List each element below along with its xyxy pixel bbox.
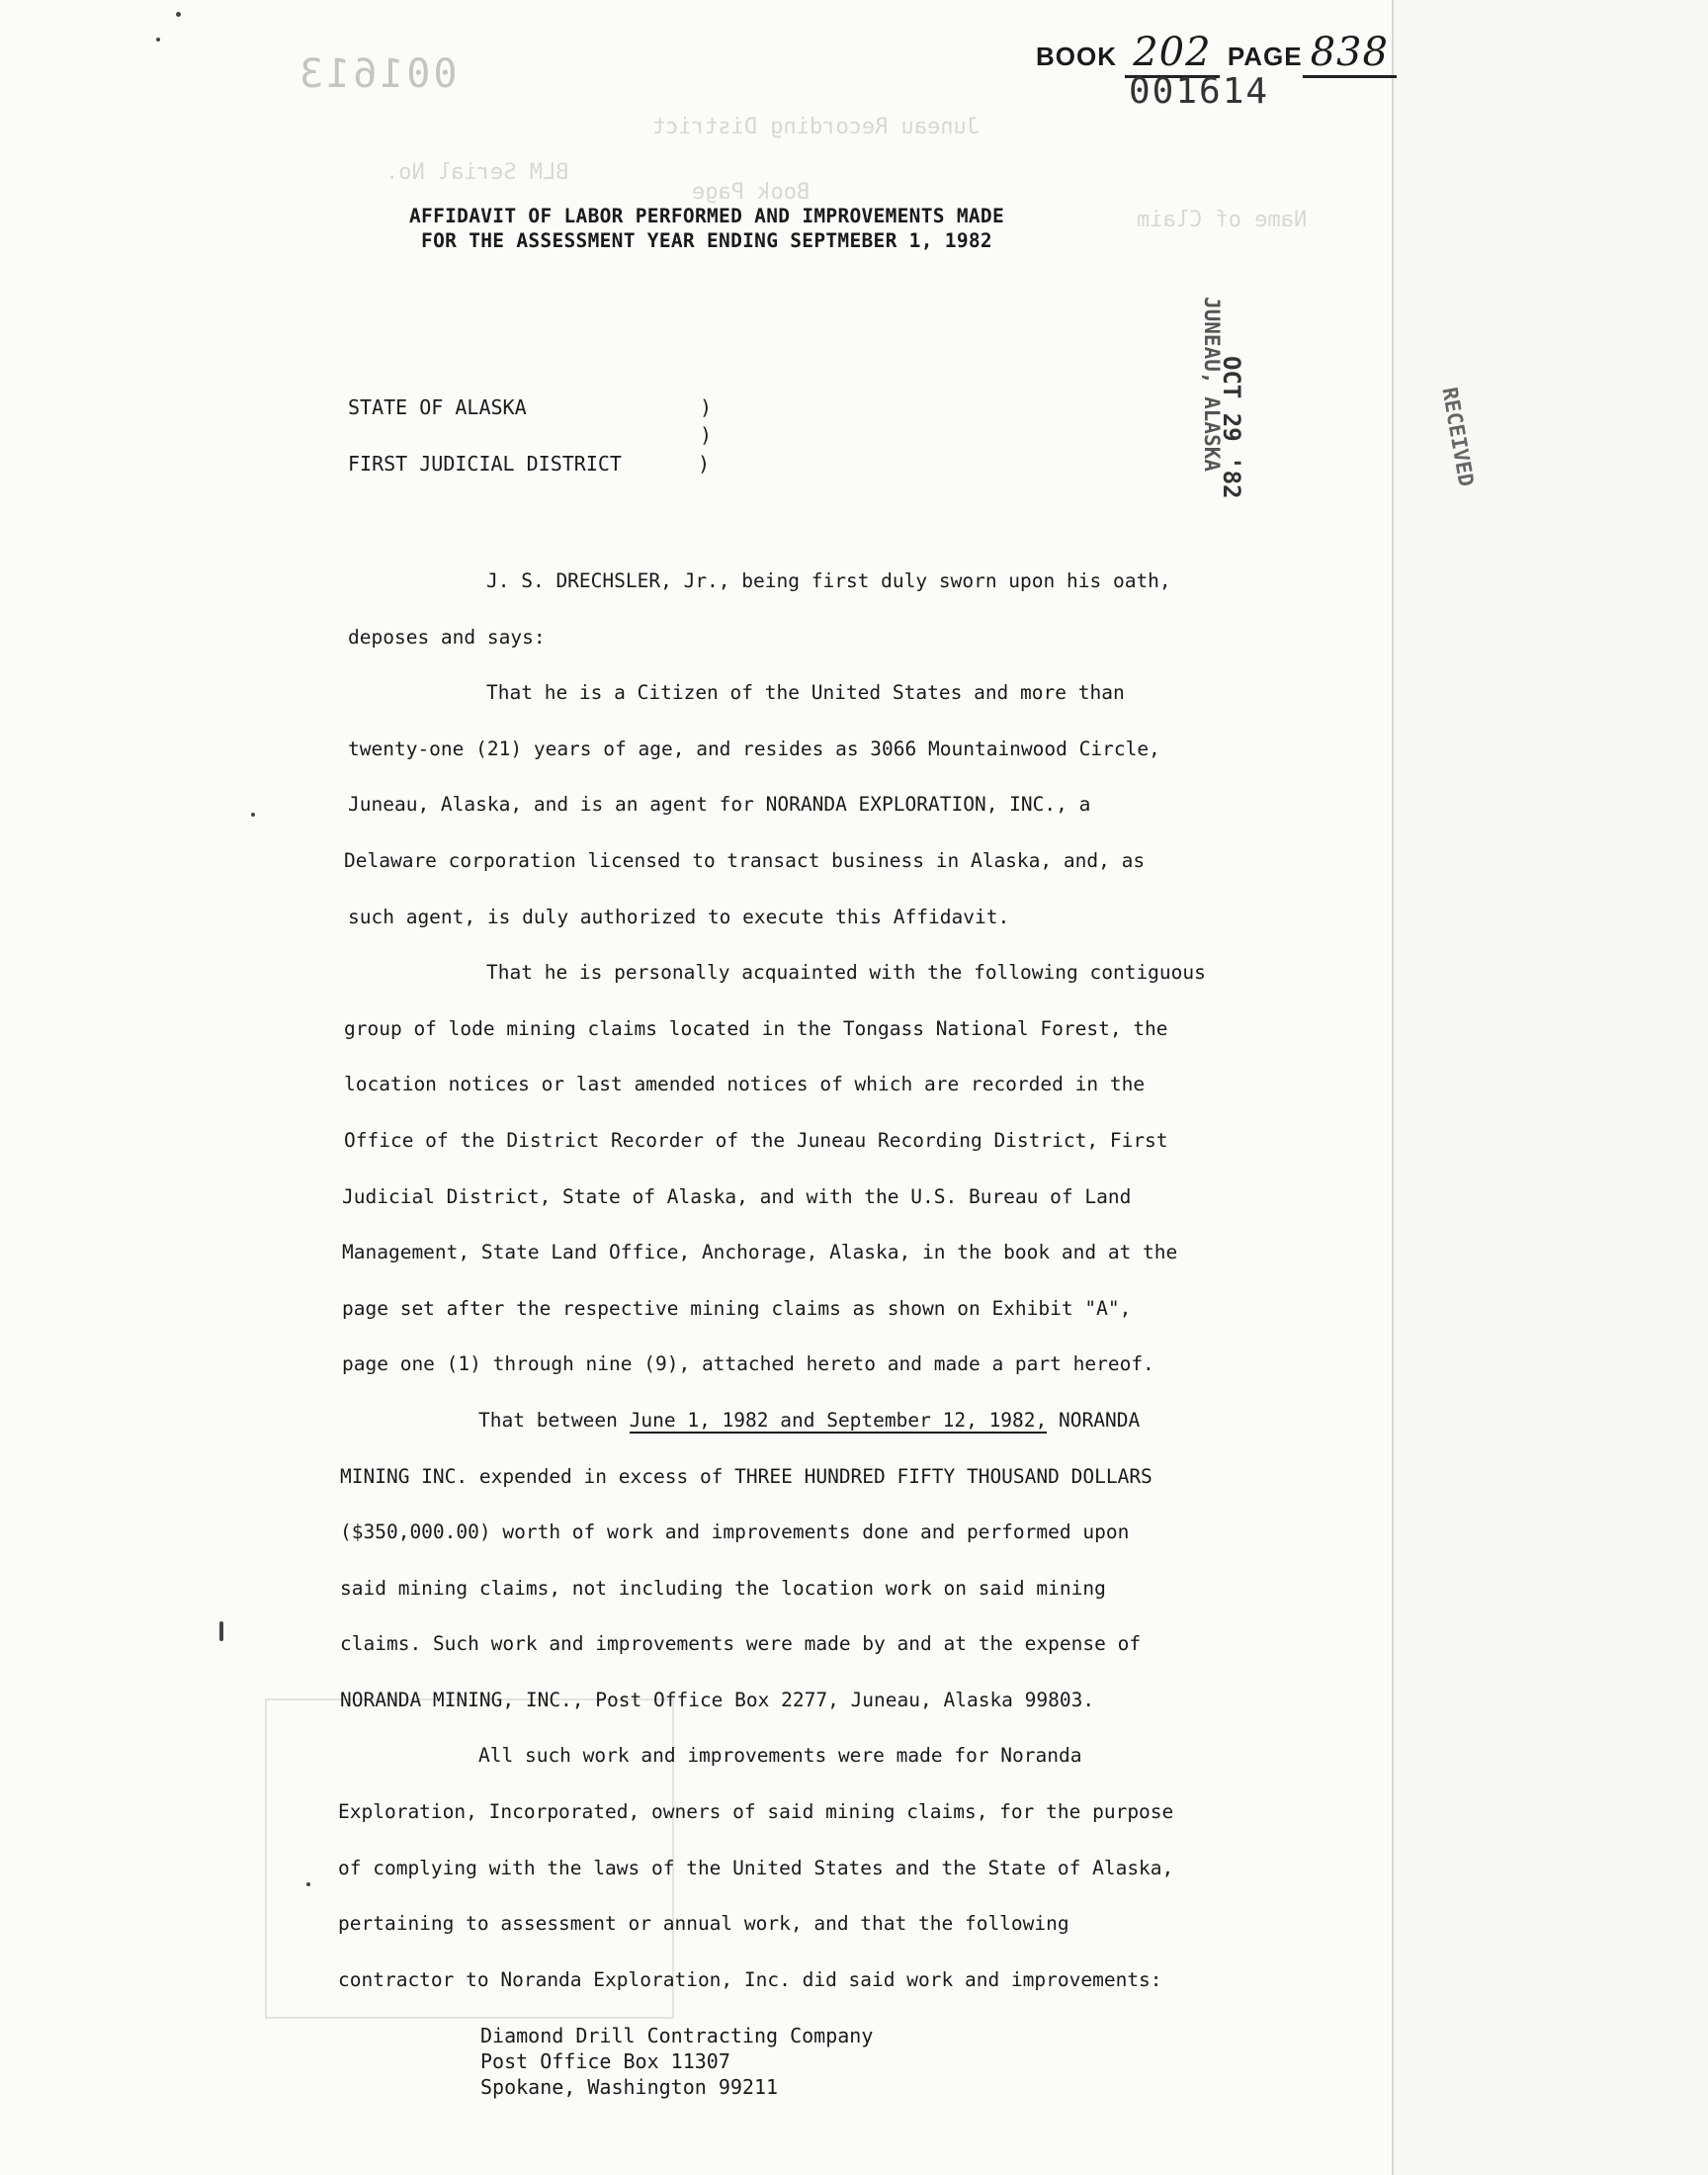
body-line: Management, State Land Office, Anchorage, Alaska, in the book and at the	[342, 1241, 1178, 1264]
title-line-2: FOR THE ASSESSMENT YEAR ENDING SEPTMEBER 1, 1982	[421, 229, 992, 252]
body-line: said mining claims, not including the location work on said mining	[340, 1576, 1106, 1600]
contractor-address-line-2: Spokane, Washington 99211	[480, 2075, 779, 2099]
body-line: That he is a Citizen of the United States and more than	[486, 681, 1125, 705]
scan-speck	[219, 1621, 223, 1641]
scan-speck	[306, 1882, 310, 1886]
book-label: BOOK	[1036, 42, 1117, 71]
body-line: Juneau, Alaska, and is an agent for NORANDA EXPLORATION, INC., a	[348, 793, 1091, 817]
dates-suffix: NORANDA	[1047, 1408, 1141, 1432]
body-line: deposes and says:	[348, 625, 546, 649]
contractor-address	[480, 2023, 873, 2100]
received-place-stamp: JUNEAU, ALASKA	[1200, 297, 1224, 473]
book-page-header	[1036, 30, 1397, 75]
scan-speck	[251, 813, 255, 817]
ghost-stamp-number: 001613	[297, 51, 458, 97]
body-line: All such work and improvements were made for Noranda	[478, 1744, 1082, 1768]
body-line: location notices or last amended notices of which are recorded in the	[344, 1073, 1146, 1096]
contractor-name: Diamond Drill Contracting Company	[480, 2024, 874, 2047]
received-stamp: RECEIVED	[1437, 386, 1479, 488]
ghost-recording-text: Juneau Recording District	[652, 115, 981, 139]
page-label: PAGE	[1227, 42, 1303, 71]
body-line: group of lode mining claims located in the Tongass National Forest, the	[344, 1016, 1168, 1040]
venue-paren-3: )	[698, 452, 711, 476]
ghost-claim-name: Name of Claim	[1137, 208, 1308, 232]
page-margin-shade	[1394, 0, 1708, 2175]
body-line: such agent, is duly authorized to execute this Affidavit.	[348, 905, 1010, 928]
ghost-book-page: Book Page	[692, 180, 811, 205]
body-line: Delaware corporation licensed to transact business in Alaska, and, as	[344, 848, 1146, 872]
venue-paren-1: )	[700, 395, 713, 419]
ghost-serial: BLM Serial No.	[385, 160, 569, 185]
affidavit-title	[0, 204, 1384, 253]
work-period-underlined: June 1, 1982 and September 12, 1982,	[629, 1408, 1048, 1432]
body-line: page one (1) through nine (9), attached hereto and made a part hereof.	[342, 1352, 1154, 1376]
venue-paren-2: )	[700, 423, 713, 447]
body-line-dates	[340, 1393, 1415, 1449]
scan-speck	[176, 12, 181, 17]
contractor-address-line-1: Post Office Box 11307	[480, 2049, 730, 2073]
venue-state: STATE OF ALASKA	[348, 395, 527, 419]
body-line: NORANDA MINING, INC., Post Office Box 2277, Juneau, Alaska 99803.	[340, 1688, 1095, 1711]
body-line: claims. Such work and improvements were made by and at the expense of	[340, 1632, 1142, 1656]
venue-district: FIRST JUDICIAL DISTRICT	[348, 452, 622, 476]
body-line: Office of the District Recorder of the Juneau Recording District, First	[344, 1128, 1168, 1152]
body-line: contractor to Noranda Exploration, Inc. did said work and improvements:	[338, 1967, 1162, 1991]
body-line: of complying with the laws of the United States and the State of Alaska,	[338, 1856, 1174, 1879]
document-stamp-number: 001614	[1129, 71, 1270, 112]
title-line-1: AFFIDAVIT OF LABOR PERFORMED AND IMPROVEMENTS MADE	[409, 205, 1004, 227]
book-number: 202	[1125, 30, 1219, 78]
body-line: MINING INC. expended in excess of THREE HUNDRED FIFTY THOUSAND DOLLARS	[340, 1464, 1153, 1488]
body-line: page set after the respective mining claims as shown on Exhibit "A",	[342, 1296, 1132, 1320]
body-line: ($350,000.00) worth of work and improvements done and performed upon	[340, 1521, 1130, 1544]
page-number: 838	[1303, 30, 1397, 78]
body-line: Exploration, Incorporated, owners of said mining claims, for the purpose	[338, 1800, 1174, 1824]
received-date-stamp: OCT 29 '82	[1218, 356, 1245, 499]
body-line: pertaining to assessment or annual work, and that the following	[338, 1912, 1069, 1936]
body-line: twenty-one (21) years of age, and resides as 3066 Mountainwood Circle,	[348, 737, 1160, 760]
affidavit-body	[338, 554, 1415, 2008]
scan-speck	[156, 38, 160, 42]
dates-prefix: That between	[478, 1408, 630, 1432]
body-line: J. S. DRECHSLER, Jr., being first duly sworn upon his oath,	[486, 569, 1171, 592]
body-line: That he is personally acquainted with the following contiguous	[486, 961, 1206, 985]
body-line: Judicial District, State of Alaska, and with the U.S. Bureau of Land	[342, 1184, 1132, 1208]
